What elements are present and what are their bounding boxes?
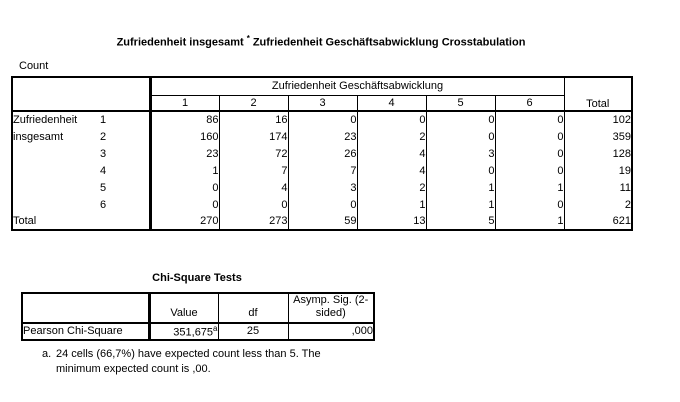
chi-square-corner-cell: [22, 293, 149, 323]
crosstab-row-total: 102: [612, 114, 631, 126]
chi-square-value: 351,675: [173, 326, 214, 339]
crosstab-column-header: 2: [219, 95, 288, 111]
crosstab-cell: 4: [219, 179, 288, 196]
chi-square-title: Chi-Square Tests: [152, 272, 242, 284]
crosstab-column-header: 3: [288, 95, 357, 111]
crosstab-cell: 0: [426, 162, 495, 179]
crosstab-cell: 0: [357, 111, 426, 128]
crosstab-data-row: [12, 128, 632, 145]
crosstab-grand-total: 621: [612, 215, 631, 227]
crosstab-row-total: 128: [612, 147, 631, 160]
chi-square-footnote: [42, 347, 351, 377]
chi-square-df-cell: 25: [218, 323, 288, 340]
chi-square-value-cell: [149, 323, 218, 340]
crosstab-cell: 16: [219, 111, 288, 128]
crosstab-cell: 0: [288, 111, 357, 128]
crosstab-cell: 4: [357, 162, 426, 179]
chi-square-test-label: Pearson Chi-Square: [22, 323, 149, 340]
crosstab-title-part2: Zufriedenheit Geschäftsabwicklung Crosstabulation: [252, 36, 526, 49]
crosstab-row-category: 4: [100, 162, 150, 179]
crosstab-total-row-label: Total: [12, 213, 150, 230]
crosstab-total-cell: 5: [426, 213, 495, 230]
crosstab-cell: 0: [150, 179, 219, 196]
crosstab-row-category: 1: [100, 111, 150, 128]
chi-square-header-row: [22, 293, 374, 323]
crosstab-cell: 23: [288, 128, 357, 145]
crosstab-total-cell: 273: [219, 213, 288, 230]
crosstab-cell: 86: [150, 111, 219, 128]
crosstab-cell: 2: [357, 179, 426, 196]
chi-square-data-row: [22, 323, 374, 340]
crosstab-cell: 1: [357, 196, 426, 213]
crosstab-column-header: 4: [357, 95, 426, 111]
crosstab-title-part1: Zufriedenheit insgesamt: [116, 36, 244, 49]
crosstab-cell: 0: [426, 128, 495, 145]
chi-square-df-header: df: [218, 293, 288, 323]
crosstab-cell: 0: [150, 196, 219, 213]
crosstab-cell: 0: [219, 196, 288, 213]
crosstab-data-row: [12, 162, 632, 179]
crosstab-total-cell: 1: [495, 213, 564, 230]
crosstab-cell: 0: [495, 111, 564, 128]
crosstab-row-category: 2: [100, 128, 150, 145]
chi-square-sig-cell: ,000: [351, 325, 373, 338]
crosstab-total-cell: 59: [288, 213, 357, 230]
crosstab-row-variable-label: Zufriedenheit insgesamt: [13, 114, 78, 143]
crosstab-title-separator: *: [246, 34, 250, 43]
crosstab-cell: 0: [288, 196, 357, 213]
crosstab-data-row: [12, 196, 632, 213]
crosstab-cell: 2: [357, 128, 426, 145]
crosstab-cell: 26: [288, 145, 357, 162]
crosstab-row-category: 3: [100, 145, 150, 162]
crosstab-cell: 0: [495, 128, 564, 145]
crosstab-cell: 1: [495, 179, 564, 196]
crosstab-cell: 72: [219, 145, 288, 162]
crosstab-total-cell: 270: [150, 213, 219, 230]
crosstab-cell: 7: [288, 162, 357, 179]
crosstab-cell: 0: [426, 111, 495, 128]
crosstab-cell: 160: [150, 128, 219, 145]
crosstab-header-row-1: [12, 77, 632, 95]
crosstab-cell: 0: [495, 162, 564, 179]
crosstab-row-total: 19: [618, 164, 631, 177]
crosstab-cell: 3: [426, 145, 495, 162]
crosstab-table: [11, 76, 633, 231]
chi-square-value-header: Value: [149, 293, 218, 323]
crosstab-column-header: 6: [495, 95, 564, 111]
crosstab-row-category: 5: [100, 179, 150, 196]
crosstab-row-total: 359: [612, 130, 631, 143]
crosstab-column-header: 1: [150, 95, 219, 111]
crosstab-cell: 1: [426, 196, 495, 213]
crosstab-cell: 1: [426, 179, 495, 196]
footnote-text: 24 cells (66,7%) have expected count less than 5. The minimum expected count is ,00.: [56, 348, 321, 375]
crosstab-cell: 7: [219, 162, 288, 179]
crosstab-cell: 174: [219, 128, 288, 145]
crosstab-data-row: [12, 111, 632, 128]
crosstab-cell: 4: [357, 145, 426, 162]
crosstab-cell: 0: [495, 196, 564, 213]
crosstab-cell: 3: [288, 179, 357, 196]
crosstab-data-row: [12, 179, 632, 196]
chi-square-sig-header: Asymp. Sig. (2-sided): [288, 293, 374, 323]
chi-square-footnote-marker: a: [213, 324, 218, 333]
count-layer-label: Count: [19, 60, 49, 72]
crosstab-row-total: 11: [619, 181, 631, 194]
crosstab-total-column-header: Total: [564, 77, 632, 111]
crosstab-row-total: 2: [624, 198, 631, 211]
crosstab-data-row: [12, 145, 632, 162]
chi-square-table: [21, 292, 375, 341]
crosstab-cell: 23: [150, 145, 219, 162]
crosstab-column-group-header: Zufriedenheit Geschäftsabwicklung: [150, 77, 564, 95]
crosstab-cell: 0: [495, 145, 564, 162]
footnote-marker: a.: [42, 348, 52, 360]
crosstab-row-category: 6: [100, 196, 150, 213]
crosstab-total-cell: 13: [357, 213, 426, 230]
crosstab-cell: 1: [150, 162, 219, 179]
crosstab-title: [11, 32, 631, 50]
crosstab-corner-cell: [12, 77, 150, 111]
crosstab-column-header: 5: [426, 95, 495, 111]
crosstab-total-row: [12, 213, 632, 230]
